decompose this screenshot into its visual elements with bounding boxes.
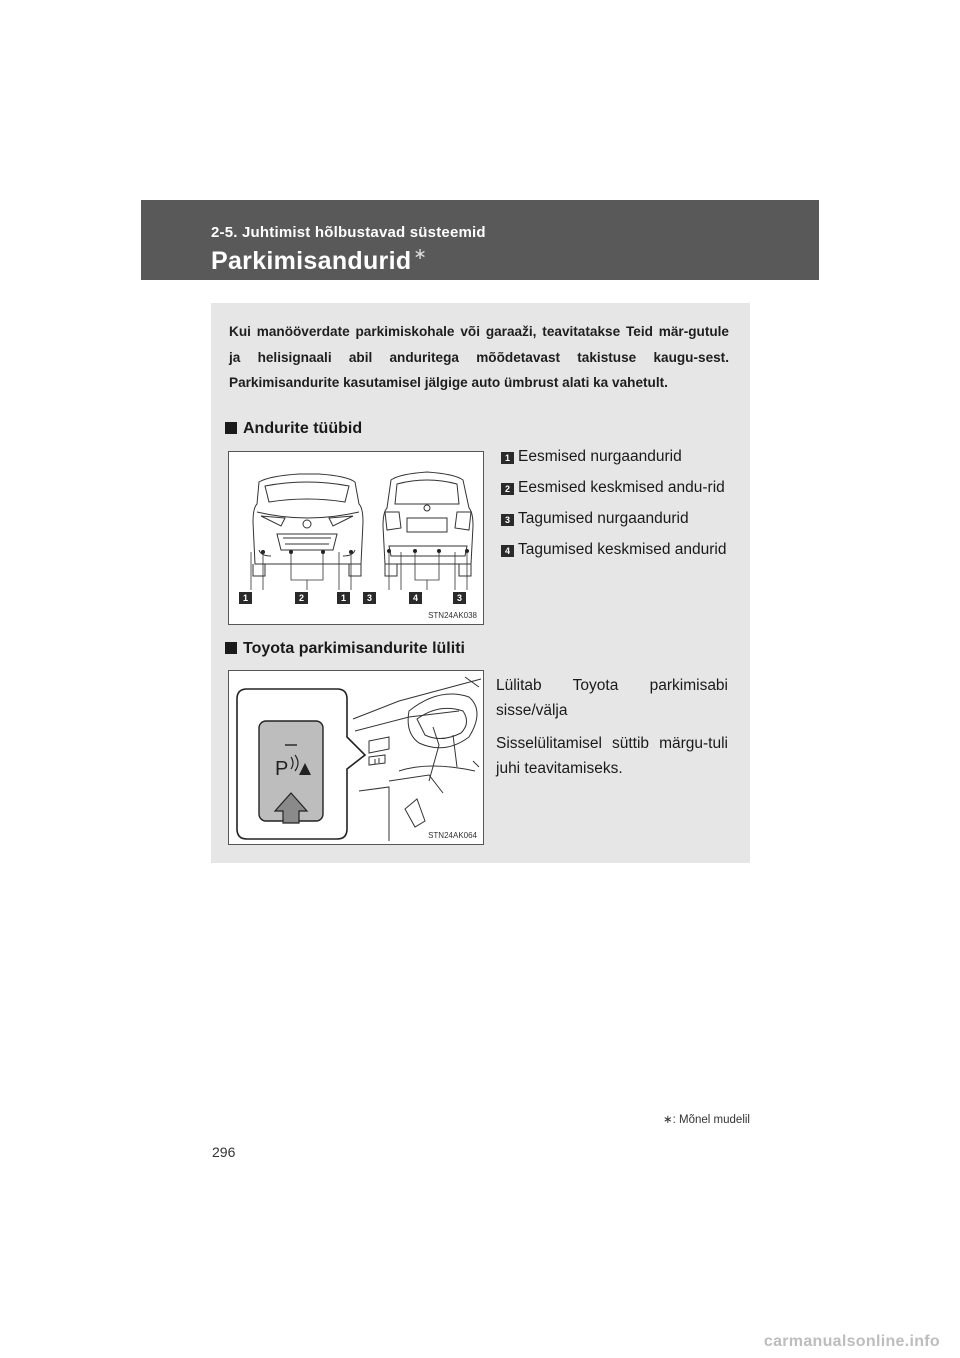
list-item [501, 476, 731, 500]
sensor-types-list [501, 445, 731, 569]
svg-text:P: P [275, 758, 289, 780]
car-front-rear-illustration [229, 452, 483, 624]
footnote: ∗: Mõnel mudelil [663, 1114, 750, 1126]
intro-text: Kui manööverdate parkimiskohale või garaaži, teavitatakse Teid mär-gutule ja helisignaali abil anduritega mõõdetavast takistuse kaugu-sest. Parkimisandurite kasutamisel jälgige auto ümbrust alati ka vahetult. [229, 324, 729, 390]
list-item [501, 507, 731, 531]
list-item [501, 445, 731, 469]
section-title: 2-5. Juhtimist hõlbustavad süsteemid [211, 224, 486, 241]
list-number: 2 [501, 483, 514, 495]
section-header-band [141, 200, 819, 280]
square-bullet-icon [225, 422, 237, 434]
callout-1a: 1 [239, 592, 252, 604]
page-title [211, 244, 427, 276]
content-box [211, 303, 750, 863]
sensor-types-heading [225, 420, 362, 438]
switch-description: Sisselülitamisel süttib märgu-tuli juhi teavitamiseks. [496, 735, 728, 777]
switch-figure [228, 670, 484, 845]
page-title-text: Parkimisandurid [211, 247, 412, 275]
list-item [501, 538, 731, 562]
page-number: 296 [212, 1144, 236, 1160]
list-item-label: Eesmised keskmised andu-rid [518, 479, 725, 496]
callout-4: 4 [409, 592, 422, 604]
callout-2: 2 [295, 592, 308, 604]
title-asterisk: ∗ [413, 246, 428, 263]
list-number: 3 [501, 514, 514, 526]
callout-1b: 1 [337, 592, 350, 604]
list-number: 4 [501, 545, 514, 557]
figure-code: STN24AK064 [428, 831, 477, 840]
callout-3a: 3 [363, 592, 376, 604]
switch-heading [225, 640, 465, 658]
callout-3b: 3 [453, 592, 466, 604]
switch-illustration [229, 671, 483, 844]
list-item-label: Tagumised keskmised andurid [518, 541, 727, 558]
watermark: carmanualsonline.info [763, 1333, 940, 1350]
switch-description: Lülitab Toyota parkimisabi sisse/välja [496, 677, 728, 719]
sensor-types-heading-text: Andurite tüübid [243, 420, 363, 437]
figure-code: STN24AK038 [428, 611, 477, 620]
list-number: 1 [501, 452, 514, 464]
list-item-label: Eesmised nurgaandurid [518, 448, 682, 465]
switch-heading-text: Toyota parkimisandurite lüliti [243, 640, 465, 657]
sensor-types-figure [228, 451, 484, 625]
list-item-label: Tagumised nurgaandurid [518, 510, 689, 527]
square-bullet-icon [225, 642, 237, 654]
